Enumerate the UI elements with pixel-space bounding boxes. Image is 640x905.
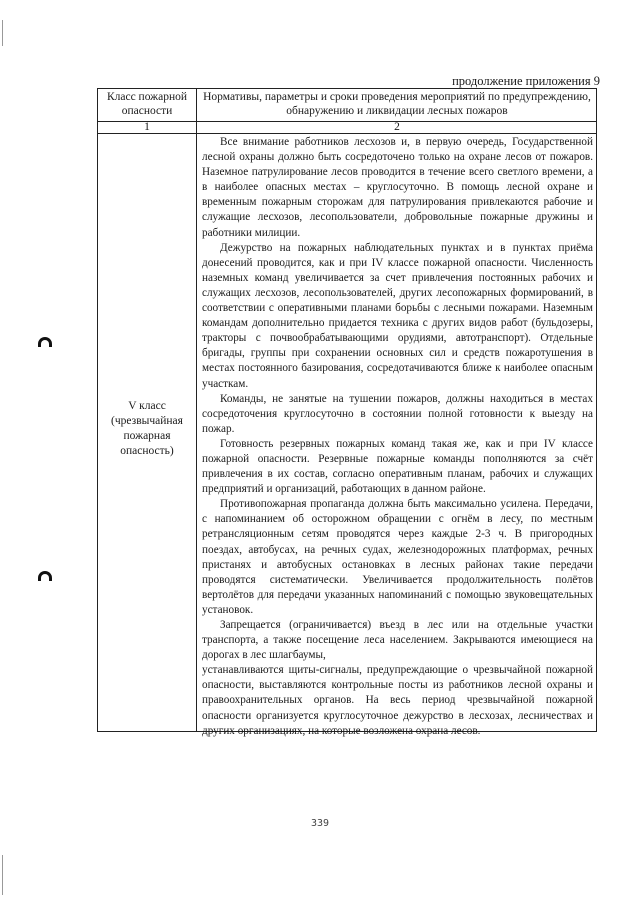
measures-paragraph: Все внимание работников лесхозов и, в первую очередь, Государственной лесной охраны должно быть сосредоточено только на охране лесов от пожаров. Наземное патрулирование лесов проводится в течение всего светлого времени, а в наиболее опасных местах – круглосуточно. В помощь лесной охране и временным пожарным сторожам для патрулирования привлекаются рабочие и служащие лесхозов, лесопользователи, добровольные пожарные дружины и работники милиции. [202,136,593,239]
measures-paragraph: Противопожарная пропаганда должна быть максимально усилена. Передачи, с напоминанием об осторожном обращении с огнём в лесу, по местным ретрансляционным сетям проводятся через каждые 2-3 ч. В пригородных поездах, автобусах, на речных судах, железнодорожных платформах, речных пристанях и автобусных остановках в лесных районах такие передачи проводятся систематически. Увеличивается продолжительность полётов вертолётов для передачи указанных напоминаний с помощью звуковещательных установок. [202,498,593,616]
appendix-caption: продолжение приложения 9 [452,74,600,88]
measures-paragraph: Дежурство на пожарных наблюдательных пунктах и в пунктах приёма донесений проводится, как и при IV классе пожарной опасности. Численность наземных команд увеличивается за счет привлечения постоянных рабочих и служащих лесхозов, лесопользователей, других лесопожарных формирований, в соответствии с оперативными планами борьбы с лесными пожарами. Наземным командам дополнительно придается техника с других видов работ (бульдозеры, тракторы с почвообрабатывающими орудиями, автотранспорт). Отдельные бригады, группы при сохранении основных сил и средств пожаротушения в местах постоянного базирования, сосредотачиваются ближе к наиболее опасным участкам. [202,241,593,390]
scan-edge-mark [2,20,3,46]
binding-mark [38,571,52,581]
binding-mark [38,337,52,347]
column-number-2: 2 [394,121,400,133]
norms-table [97,88,597,737]
scan-edge-mark [2,855,3,895]
measures-paragraph: Запрещается (ограничивается) въезд в лес или на отдельные участки транспорта, а также посещение леса населением. Закрываются имеющиеся на дорогах в лес шлагбаумы, [202,619,593,662]
measures-paragraph: устанавливаются щиты-сигналы, предупреждающие о чрезвычайной пожарной опасности, выставляются контрольные посты из работников лесной охраны и правоохранительных органов. На весь период чрезвычайной пожарной опасности организуется круглосуточное дежурство в лесхозах, лесничествах и других организациях, на которые возложена охрана лесов. [202,664,593,737]
column-number-1: 1 [144,121,150,133]
numbers-divider [98,133,596,134]
measures-cell [202,135,593,739]
fire-class-cell: V класс (чрезвычайная пожарная опасность) [111,400,183,457]
header-norms: Нормативы, параметры и сроки проведения мероприятий по предупреждению, обнаружению и ликвидации лесных пожаров [203,91,591,117]
header-fire-class: Класс пожарной опасности [106,91,188,117]
column-divider [196,89,197,731]
measures-paragraph: Готовность резервных пожарных команд такая же, как и при IV классе пожарной опасности. Резервные пожарные команды пополняются за счёт привлечения в их состав, согласно оперативным планам, рабочих и служащих предприятий и организаций, работающих в данном районе. [202,437,593,496]
measures-paragraph: Команды, не занятые на тушении пожаров, должны находиться в местах сосредоточения круглосуточно в состоянии полной готовности к выезду на пожар. [202,392,593,435]
page-number: 339 [310,818,330,829]
